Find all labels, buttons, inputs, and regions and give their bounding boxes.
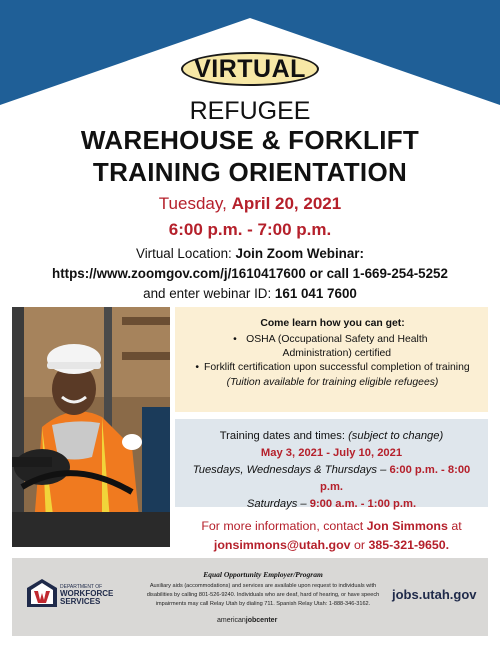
contact-line-2	[175, 536, 488, 555]
benefit-item-osha	[185, 333, 480, 361]
webinar-id: 161 041 7600	[274, 286, 357, 301]
website-link[interactable]: jobs.utah.gov	[392, 587, 477, 602]
webinar-prefix: and enter webinar ID:	[143, 286, 272, 301]
training-heading-text: Training dates and times:	[219, 430, 345, 442]
org-line-1: DEPARTMENT OF	[60, 584, 103, 590]
contact-info	[175, 517, 488, 555]
dws-wordmark	[60, 584, 113, 606]
training-heading-note: (subject to change)	[348, 430, 444, 442]
org-line-2: WORKFORCE	[60, 589, 114, 598]
contact-suffix: at	[451, 519, 462, 533]
training-range: May 3, 2021 - July 10, 2021	[260, 447, 403, 459]
title-line-orientation: TRAINING ORIENTATION	[92, 157, 408, 187]
benefits-heading: Come learn how you can get:	[260, 318, 405, 329]
footer-bar	[12, 558, 488, 636]
benefit-item-forklift	[185, 361, 480, 375]
contact-prefix: For more information, contact	[201, 519, 364, 533]
saturday-schedule	[181, 496, 482, 513]
title-line-warehouse: WAREHOUSE & FORKLIFT	[80, 125, 420, 155]
virtual-badge: VIRTUAL	[181, 52, 319, 86]
ajc-part-b: jobcenter	[245, 617, 278, 624]
zoom-url-and-phone[interactable]: https://www.zoomgov.com/j/1610417600 or call 1-669-254-5252	[52, 266, 448, 281]
event-date-value: April 20, 2021	[231, 194, 342, 213]
dws-logo-icon	[26, 578, 58, 608]
forklift-worker-photo	[12, 307, 170, 547]
contact-or: or	[354, 538, 366, 552]
training-heading	[181, 428, 482, 445]
american-job-center-logo	[217, 617, 277, 624]
contact-email[interactable]: jonsimmons@utah.gov	[213, 538, 351, 552]
saturday-time: 9:00 a.m. - 1:00 p.m.	[309, 498, 417, 510]
event-time: 6:00 p.m. - 7:00 p.m.	[168, 220, 332, 239]
weekday-label: Tuesdays, Wednesdays & Thursdays –	[192, 464, 387, 476]
bullet-icon: •	[195, 362, 199, 373]
benefit-text-forklift: Forklift certification upon successful completion of training	[203, 362, 470, 373]
contact-phone[interactable]: 385-321-9650.	[368, 538, 450, 552]
tuition-note: (Tuition available for training eligible refugees)	[226, 377, 439, 388]
title-line-refugee: REFUGEE	[189, 97, 311, 125]
training-dates-panel	[175, 419, 488, 510]
event-date	[0, 194, 500, 214]
aux-line-2: disabilities by calling 801-526-9240. Individuals who are deaf, hard of hearing, or have speech	[146, 592, 380, 598]
bullet-icon: •	[233, 334, 237, 345]
ajc-part-a: american	[217, 617, 246, 624]
event-weekday: Tuesday,	[158, 194, 227, 213]
weekday-schedule	[181, 462, 482, 496]
webinar-id-line	[0, 286, 500, 301]
contact-line-1	[175, 517, 488, 536]
eeo-statement: Equal Opportunity Employer/Program	[203, 570, 323, 579]
saturday-label: Saturdays –	[246, 498, 307, 510]
weekday-time: 6:00 p.m. - 8:00 p.m.	[320, 464, 471, 493]
auxiliary-aids-notice	[138, 582, 388, 609]
location-value: Join Zoom Webinar:	[235, 246, 364, 261]
aux-line-1: Auxiliary aids (accommodations) and services are available upon request to individuals with	[149, 583, 377, 589]
contact-name: Jon Simmons	[366, 519, 448, 533]
virtual-location	[0, 246, 500, 261]
benefits-panel	[175, 307, 488, 412]
org-line-3: SERVICES	[60, 597, 101, 606]
aux-line-3: impairments may call Relay Utah by dialing 711. Spanish Relay Utah: 1-888-346-3162.	[155, 601, 371, 607]
location-label: Virtual Location:	[136, 246, 232, 261]
benefit-text-osha: OSHA (Occupational Safety and Health Administration) certified	[246, 334, 428, 359]
